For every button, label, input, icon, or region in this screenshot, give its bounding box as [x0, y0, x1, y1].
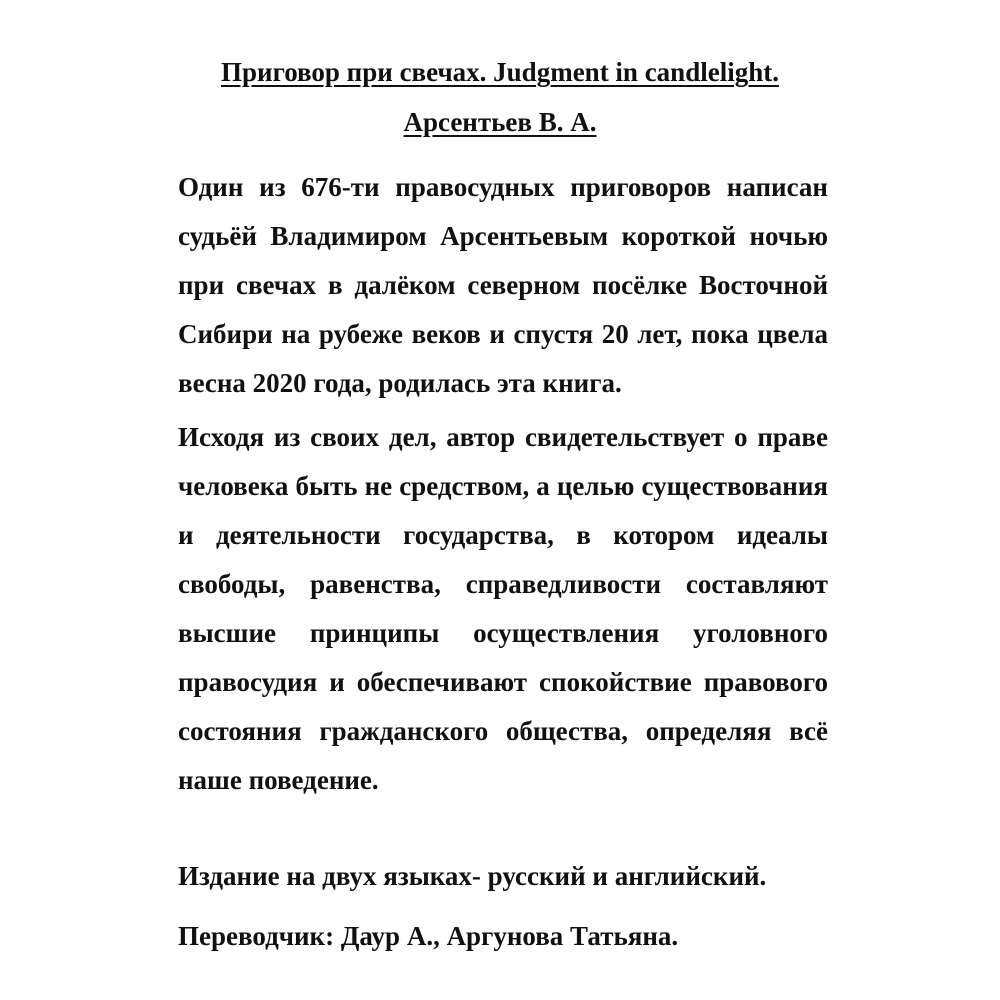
paragraph-edition-languages: Издание на двух языках- русский и английский. [178, 861, 767, 891]
paragraph-translators: Переводчик: Даур А., Аргунова Татьяна. [178, 921, 679, 951]
document-title: Приговор при свечах. Judgment in candlelight. [221, 57, 779, 87]
paragraph-thesis: Исходя из своих дел, автор свидетельствует о праве человека быть не средством, а целью существования и деятельности государства, в котором идеалы свободы, равенства, справедливости составляют высшие принципы осуществления уголовного правосудия и обеспечивают спокойствие правового состояния гражданского общества, определяя всё наше поведение. [178, 422, 828, 795]
document-author: Арсентьев В. А. [403, 107, 597, 137]
paragraph-intro: Один из 676-ти правосудных приговоров написан судьёй Владимиром Арсентьевым короткой ночью при свечах в далёком северном посёлке Восточной Сибири на рубеже веков и спустя 20 лет, пока цвела весна 2020 года, родилась эта книга. [178, 172, 828, 398]
